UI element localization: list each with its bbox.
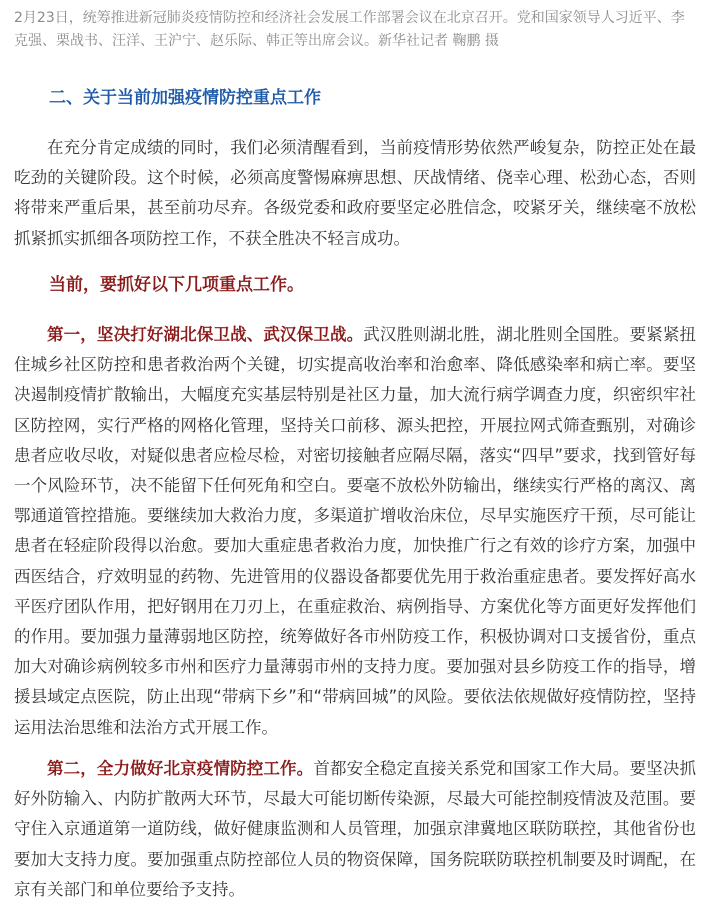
item-paragraph-1 [14, 320, 696, 743]
item-body-2: 首都安全稳定直接关系党和国家工作大局。要坚决抓好外防输入、内防扩散两大环节，尽最大可能切断传染源，尽最大可能控制疫情波及范围。要守住入京通道第一道防线，做好健康监测和人员管理，加强京津冀地区联防联控，其他省份也要加大支持力度。要加强重点防控部位人员的物资保障，国务院联防联控机制要及时调配，在京有关部门和单位要给予支持。 [14, 759, 697, 899]
subheading: 当前，要抓好以下几项重点工作。 [49, 275, 304, 295]
photo-caption: 2月23日，统筹推进新冠肺炎疫情防控和经济社会发展工作部署会议在北京召开。党和国家领导人习近平、李克强、栗战书、汪洋、王沪宁、赵乐际、韩正等出席会议。新华社记者 鞠鹏 摄 [14, 10, 685, 49]
item-lead-1: 第一，坚决打好湖北保卫战、武汉保卫战。 [47, 325, 364, 344]
item-paragraph-2 [14, 754, 696, 905]
section-heading: 二、关于当前加强疫情防控重点工作 [49, 88, 321, 108]
item-lead-2: 第二，全力做好北京疫情防控工作。 [47, 759, 314, 778]
item-body-1: 武汉胜则湖北胜，湖北胜则全国胜。要紧紧扭住城乡社区防控和患者救治两个关键，切实提高收治率和治愈率、降低感染率和病亡率。要坚决遏制疫情扩散输出，大幅度充实基层特别是社区力量，加大流行病学调查力度，织密织牢社区防控网，实行严格的网格化管理，坚持关口前移、源头把控，开展拉网式筛查甄别，对确诊患者应收尽收，对疑似患者应检尽检，对密切接触者应隔尽隔，落实“四早”要求，找到管好每一个风险环节，决不能留下任何死角和空白。要毫不放松外防输出，继续实行严格的离汉、离鄂通道管控措施。要继续加大救治力度，多渠道扩增收治床位，尽早实施医疗干预，尽可能让患者在轻症阶段得以治愈。要加大重症患者救治力度，加快推广行之有效的诊疗方案，加强中西医结合，疗效明显的药物、先进管用的仪器设备都要优先用于救治重症患者。要发挥好高水平医疗团队作用，把好钢用在刀刃上，在重症救治、病例指导、方案优化等方面更好发挥他们的作用。要加强力量薄弱地区防控，统筹做好各市州防疫工作，积极协调对口支援省份，重点加大对确诊病例较多市州和医疗力量薄弱市州的支持力度。要加强对县乡防疫工作的指导，增援县域定点医院，防止出现“带病下乡”和“带病回城”的风险。要依法依规做好疫情防控，坚持运用法治思维和法治方式开展工作。 [14, 325, 697, 737]
intro-paragraph: 在充分肯定成绩的同时，我们必须清醒看到，当前疫情形势依然严峻复杂，防控正处在最吃劲的关键阶段。这个时候，必须高度警惕麻痹思想、厌战情绪、侥幸心理、松劲心态，否则将带来严重后果，甚至前功尽弃。各级党委和政府要坚定必胜信念，咬紧牙关，继续毫不放松抓紧抓实抓细各项防控工作，不获全胜决不轻言成功。 [14, 138, 696, 248]
